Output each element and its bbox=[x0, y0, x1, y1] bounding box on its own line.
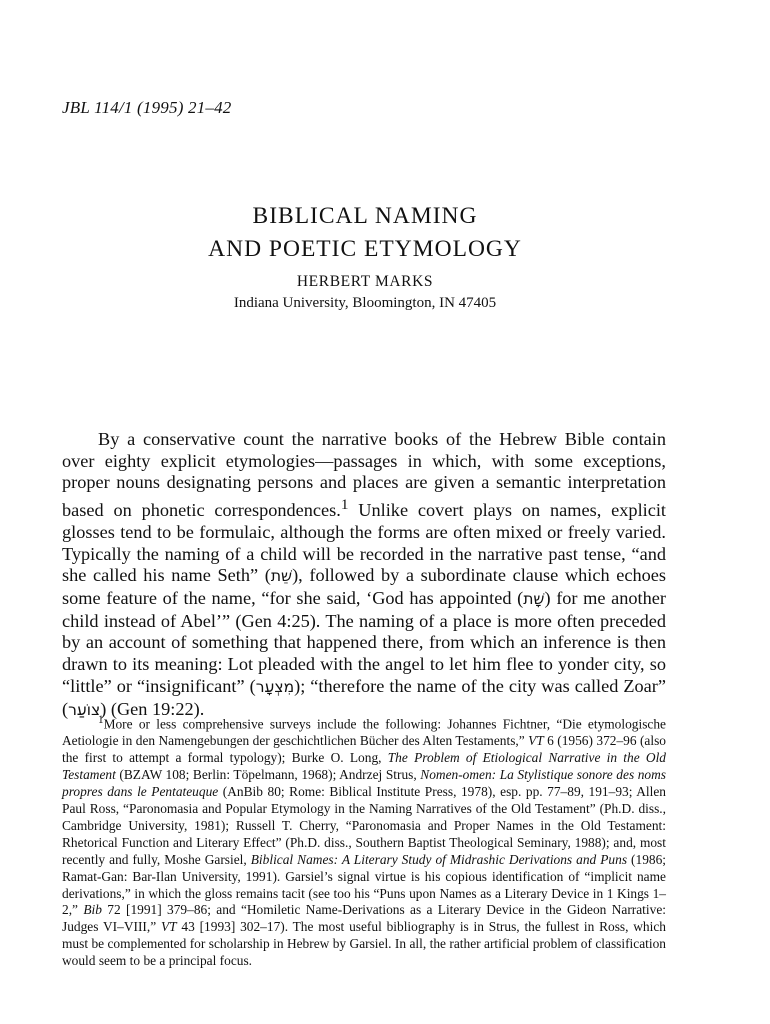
journal-citation: JBL 114/1 (1995) 21–42 bbox=[62, 98, 232, 117]
article-header bbox=[0, 200, 730, 313]
footnote-italic: Biblical Names: A Literary Study of Midrashic Derivations and Puns bbox=[250, 851, 628, 867]
hebrew-word: שָׁת bbox=[523, 590, 545, 609]
footnote-italic: Nomen-omen: La Stylistique sonore des noms propres dans le Pentateuque bbox=[62, 767, 666, 800]
footnote-italic: Bib bbox=[83, 902, 102, 918]
body-text: By a conservative count the narrative books of the Hebrew Bible contain over eighty explicit etymologies—passages in which, with some exceptions, proper nouns designating persons and places are given a semantic interpretation based on phonetic correspondences. bbox=[62, 429, 666, 521]
footnote-text: 6 (1956) 372–96 (also the first to attempt a formal typology); Burke O. Long, bbox=[62, 733, 666, 766]
hebrew-word: שֵׁת bbox=[270, 567, 293, 586]
footnote-text: 43 [1993] 302–17). The most useful bibliography is in Strus, the fullest in Ross, which must be complemented for scholarship in Hebrew by Garsiel. In all, the rather artificial problem of classification would seem to be a principal focus. bbox=[62, 919, 666, 969]
footnote-reference[interactable]: 1 bbox=[340, 496, 349, 514]
body-text: ); “therefore the name of the city was called Zoar” ( bbox=[62, 675, 666, 719]
footnote-text: More or less comprehensive surveys include the following: Johannes Fichtner, “Die etymologische Aetiologie in den Namengebungen der geschichtlichen Bücher des Alten Testaments,” bbox=[62, 716, 666, 749]
hebrew-word: מִצְעָר bbox=[255, 677, 295, 696]
article-title-line-1: BIBLICAL NAMING bbox=[252, 203, 478, 229]
footnote-text: (BZAW 108; Berlin: Töpelmann, 1968); Andrzej Strus, bbox=[115, 767, 421, 783]
footnote-italic: VT bbox=[528, 733, 544, 749]
footnote-text: (1986; Ramat-Gan: Bar-Ilan University, 1991). Garsiel’s signal virtue is his copious identification of “implicit name derivations,” in which the gloss remains tacit (see too his “Puns upon Names as a Literary Device in 1 Kings 1–2,” bbox=[62, 851, 667, 918]
footnote-text: (AnBib 80; Rome: Biblical Institute Press, 1978), esp. pp. 77–89, 191–93; Allen Paul Ross, “Paronomasia and Popular Etymology in the Naming Narratives of the Old Testament” (Ph.D. diss., Cambridge University, 1981); Russell T. Cherry, “Paronomasia and Proper Names in the Old Testament: Rhetorical Function and Literary Effect” (Ph.D. diss., Southern Baptist Theological Seminary, 1988); and, most recently and fully, Moshe Garsiel, bbox=[62, 784, 666, 867]
body-paragraph bbox=[62, 429, 666, 721]
body-text: Unlike covert plays on names, explicit glosses tend to be formulaic, although the forms are often mixed or freely varied. Typically the naming of a child will be recorded in the narrative past tense, “and she called his name Seth” ( bbox=[62, 500, 666, 586]
footnote bbox=[62, 712, 666, 970]
hebrew-word: צוֹעַר bbox=[68, 700, 101, 719]
footnote-text: 72 [1991] 379–86; and “Homiletic Name-Derivations as a Literary Device in the Gideon Narrative: Judges VI–VIII,” bbox=[62, 902, 666, 935]
footnote-number: 1 bbox=[98, 714, 104, 726]
article-title-line-2: AND POETIC ETYMOLOGY bbox=[208, 236, 522, 262]
author-name: HERBERT MARKS bbox=[296, 273, 434, 290]
body-text: ) for me another child instead of Abel’” (Gen 4:25). The naming of a place is more often preceded by an account of something that happened there, from which an inference is then drawn to its meaning: Lot pleaded with the angel to let him flee to yonder city, so “little” or “insignificant” ( bbox=[62, 588, 666, 696]
author-affiliation: Indiana University, Bloomington, IN 47405 bbox=[233, 295, 497, 311]
body-text: ), followed by a subordinate clause which echoes some feature of the name, “for she said, ‘God has appointed ( bbox=[62, 565, 666, 609]
body-text: ) (Gen 19:22). bbox=[100, 698, 205, 719]
footnote-italic: The Problem of Etiological Narrative in the Old Testament bbox=[62, 750, 666, 783]
footnote-italic: VT bbox=[160, 919, 177, 935]
